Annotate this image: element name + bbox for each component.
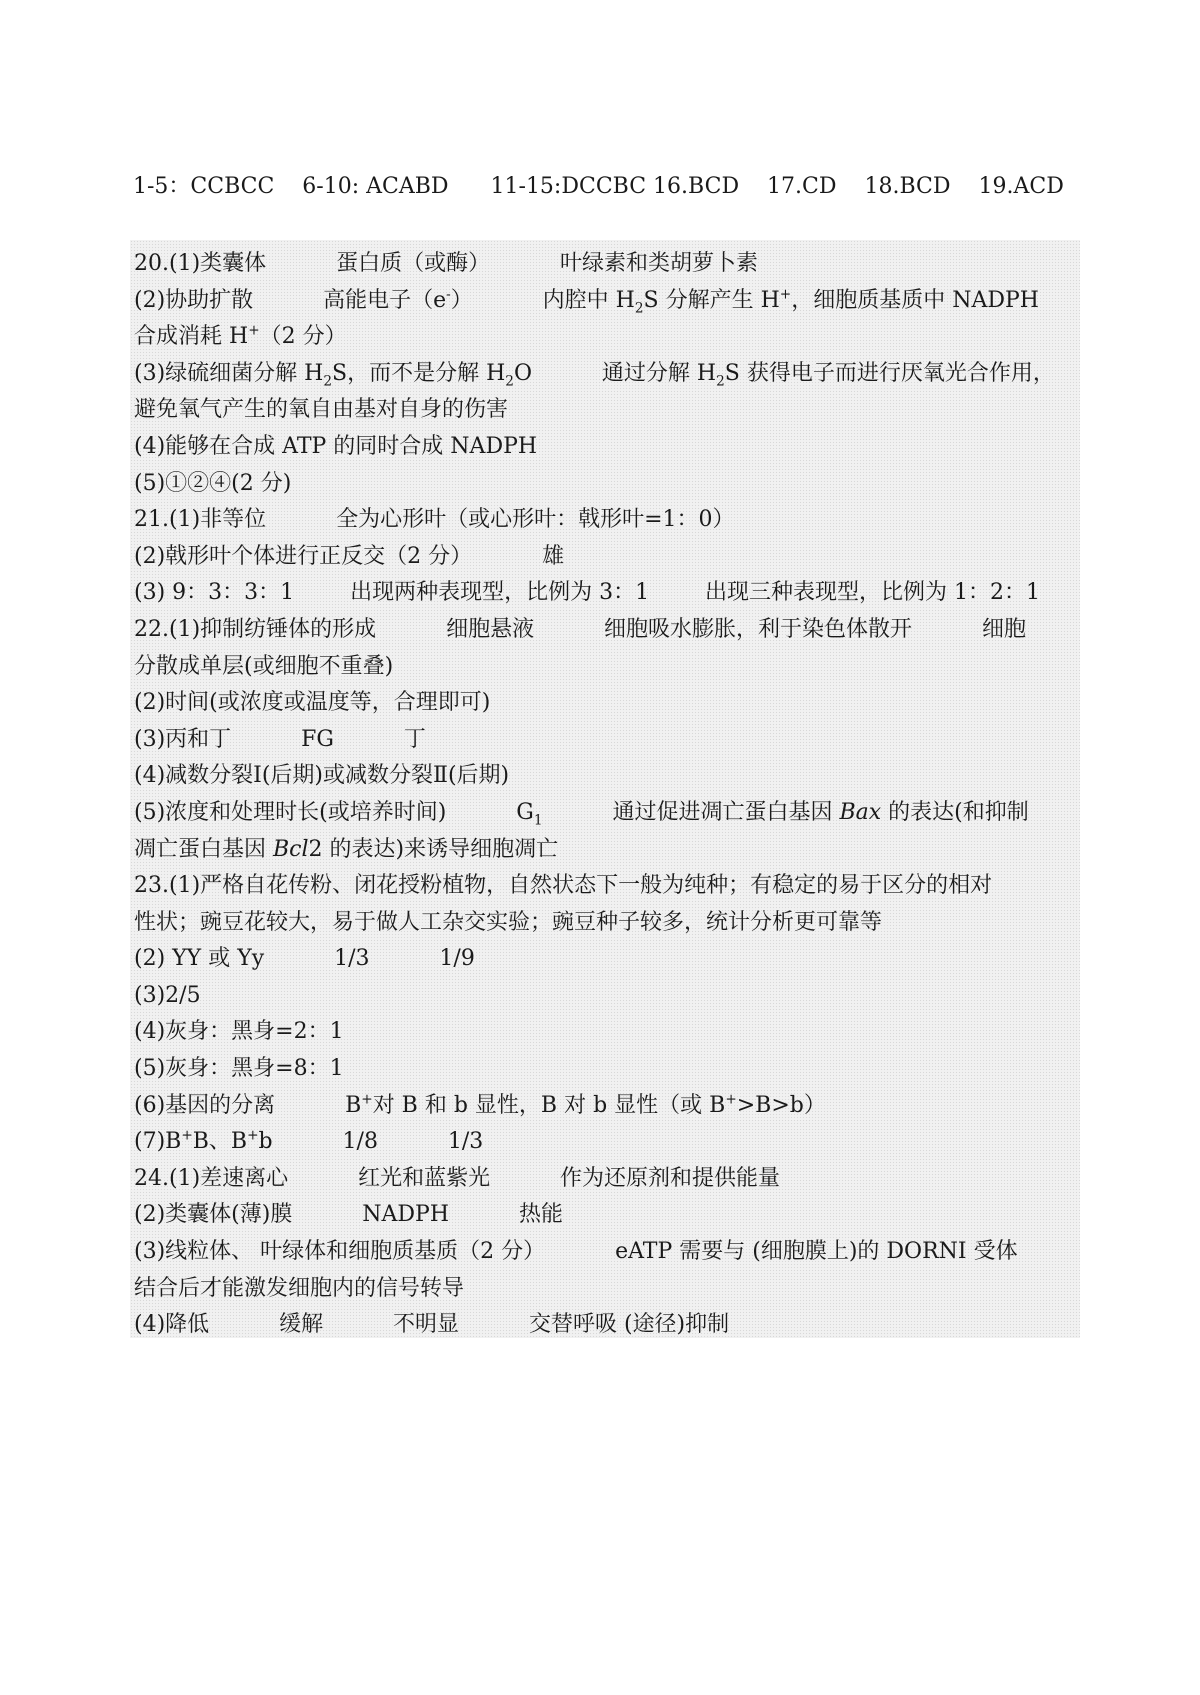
answer-line: (4)能够在合成 ATP 的同时合成 NADPH [134,433,538,459]
answer-line: (7)B+B、B+b 1/8 1/3 [134,1127,484,1155]
answer-line: (5)浓度和处理时长(或培养时间) $G_1$ 通过促进凋亡蛋白基因 Bax 的表达(和抑制 [134,799,1029,829]
answer-line: (2)协助扩散 高能电子（e-） 内腔中 $H_2S$ 分解产生 H+，细胞质基质中 NADPH [134,286,1039,316]
answer-line: (3)绿硫细菌分解 $H_2S$，而不是分解 $H_2O$ 通过分解 $H_2S$ 获得电子而进行厌氧光合作用， [134,360,1055,390]
answer-line: 23.(1)严格自花传粉、闭花授粉植物，自然状态下一般为纯种；有稳定的易于区分的相对 [134,873,993,899]
answer-line: 合成消耗 H+（2 分） [134,322,347,350]
answer-line: (3)丙和丁 FG 丁 [134,726,426,752]
answer-line: 24.(1)差速离心 红光和蓝紫光 作为还原剂和提供能量 [134,1165,781,1191]
answer-line: (2) YY 或 Yy 1/3 1/9 [134,946,475,972]
answer-line: (5)灰身：黑身=8：1 [134,1056,344,1082]
answer-line: (3) 9：3：3：1 出现两种表现型，比例为 3：1 出现三种表现型，比例为 1：2：1 [134,580,1041,606]
answer-line: (3)2/5 [134,982,201,1008]
answer-line: 22.(1)抑制纺锤体的形成 细胞悬液 细胞吸水膨胀，利于染色体散开 细胞 [134,616,1026,642]
answer-line: (5)①②④(2 分) [134,470,292,496]
answer-line: 性状；豌豆花较大，易于做人工杂交实验；豌豆种子较多，统计分析更可靠等 [134,909,883,935]
answer-line: 分散成单层(或细胞不重叠) [134,653,394,679]
multiple-choice-answers: 1-5：CCBCC 6-10: ACABD 11-15:DCCBC 16.BCD 17.CD 18.BCD 19.ACD [133,174,1064,199]
answer-line: (6)基因的分离 B+对 B 和 b 显性，B 对 b 显性（或 B+>B>b） [134,1091,826,1118]
answer-line: (2)类囊体(薄)膜 NADPH 热能 [134,1202,563,1228]
answer-line: 20.(1)类囊体 蛋白质（或酶） 叶绿素和类胡萝卜素 [134,251,759,276]
answer-line: 凋亡蛋白基因 Bcl2 的表达)来诱导细胞凋亡 [134,836,559,862]
answer-block [130,240,1080,1338]
answer-line: 21.(1)非等位 全为心形叶（或心形叶：戟形叶=1：0） [134,507,735,533]
answer-line: (4)减数分裂Ⅰ(后期)或减数分裂Ⅱ(后期) [134,763,510,789]
answer-line: (2)时间(或浓度或温度等，合理即可) [134,690,491,716]
answer-line: 结合后才能激发细胞内的信号转导 [134,1275,465,1301]
answer-line: (2)戟形叶个体进行正反交（2 分） 雄 [134,543,565,569]
answer-line: (4)灰身：黑身=2：1 [134,1019,344,1045]
answer-line: 避免氧气产生的氧自由基对自身的伤害 [134,397,509,423]
answer-line: (3)线粒体、 叶绿体和细胞质基质（2 分） eATP 需要与 (细胞膜上)的 DORNI 受体 [134,1239,1018,1265]
answer-line: (4)降低 缓解 不明显 交替呼吸 (途径)抑制 [134,1312,730,1338]
